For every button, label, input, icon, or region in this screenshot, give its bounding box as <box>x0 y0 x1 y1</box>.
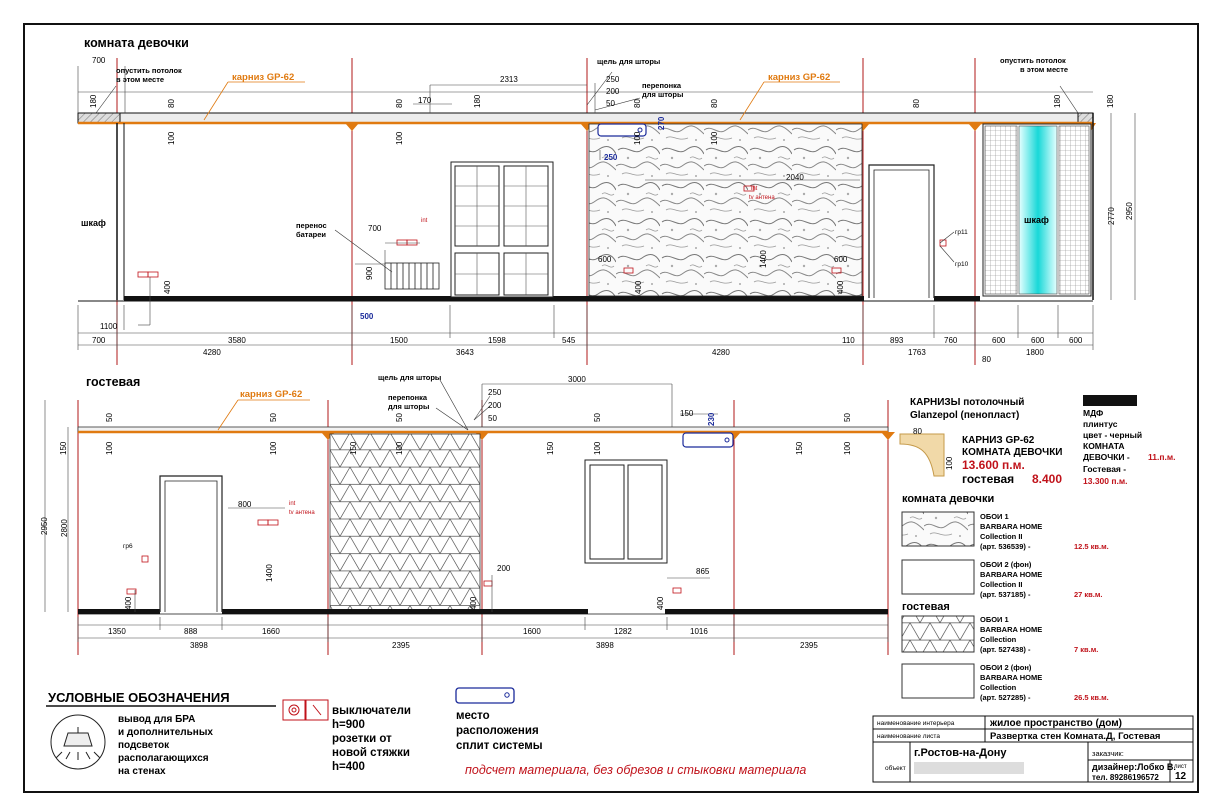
wp2-qty: 27 кв.м. <box>1074 590 1103 599</box>
v2-2950: 2950 <box>40 517 49 535</box>
room1-lowered-ceiling-right <box>1078 113 1093 123</box>
v-100b: 100 <box>395 131 404 145</box>
room2-skirting <box>78 609 888 614</box>
room2-note-leaders <box>436 380 468 430</box>
legend-item2-5: h=400 <box>332 761 365 773</box>
v-400c: 400 <box>836 280 845 294</box>
tb-address-blurred <box>914 762 1024 774</box>
v-80b: 80 <box>395 99 404 108</box>
v2-150a: 150 <box>59 441 68 455</box>
dim-2040: 2040 <box>786 173 804 182</box>
v2-400c: 400 <box>656 596 665 610</box>
legend-item3-1: место <box>456 710 490 722</box>
wp1-line-3: Collection II <box>980 532 1023 541</box>
dim-600a: 600 <box>598 255 612 264</box>
mdf-swatch <box>1083 395 1137 406</box>
legend-item1-5: на стенах <box>118 766 166 777</box>
dim2-b1282: 1282 <box>614 627 632 636</box>
dim2-b1350: 1350 <box>108 627 126 636</box>
dim2-t2395a: 2395 <box>392 641 410 650</box>
v2-100c: 100 <box>395 441 404 455</box>
v2-100d2: 100 <box>843 441 852 455</box>
dim-250: 250 <box>606 75 620 84</box>
room1-lowered-ceiling-left <box>78 113 120 123</box>
legend <box>46 688 806 777</box>
v-270: 270 <box>657 116 666 130</box>
wp3-line-2: BARBARA HOME <box>980 625 1043 634</box>
dim2-800: 800 <box>238 500 252 509</box>
v2-50c: 50 <box>395 413 404 422</box>
room2-window <box>585 460 667 563</box>
room1-wardrobe-right-label: шкаф <box>1024 215 1049 225</box>
dim-b600a: 600 <box>992 336 1006 345</box>
dim-b110: 110 <box>842 336 855 345</box>
room1-lower-ceiling-left-2: в этом месте <box>116 75 165 84</box>
dim2-b1600: 1600 <box>523 627 541 636</box>
cornice-qty-room2-label: гостевая <box>962 472 1015 486</box>
mdf-line-1: МДФ <box>1083 408 1104 418</box>
wp2-line-3: Collection II <box>980 580 1023 589</box>
dim-250b: 250 <box>604 153 618 162</box>
cornice-title-2: Glanzepol (пенопласт) <box>910 410 1020 421</box>
room1-radiator <box>385 263 439 289</box>
dim-t4280b: 4280 <box>712 348 730 357</box>
dim-t1763: 1763 <box>908 348 926 357</box>
dim2-b1660: 1660 <box>262 627 280 636</box>
dim-600b: 600 <box>834 255 848 264</box>
wp2-line-2: BARBARA HOME <box>980 570 1043 579</box>
room1-battery-2: батареи <box>296 230 327 239</box>
tb-sheet-no: 12 <box>1175 771 1187 782</box>
wallpaper-swatch-3 <box>902 616 974 652</box>
tb-label-sheet-no: лист <box>1174 764 1187 770</box>
v2-150b: 150 <box>349 441 358 455</box>
mdf-guest: Гостевая - <box>1083 464 1127 474</box>
dim-1100: 1100 <box>100 322 118 331</box>
cornice-title-1: КАРНИЗЫ потолочный <box>910 397 1025 408</box>
tb-label-customer: заказчик: <box>1092 749 1124 758</box>
tb-label-interior: наименование интерьера <box>877 720 955 727</box>
dim-t80: 80 <box>982 355 991 364</box>
wp1-line-1: ОБОИ 1 <box>980 512 1009 521</box>
legend-item1-3: подсветок <box>118 740 170 751</box>
dim2-t3898b: 3898 <box>596 641 614 650</box>
wallpaper-swatch-1 <box>902 512 974 546</box>
dim2-150: 150 <box>680 409 694 418</box>
mdf-line-3: цвет - черный <box>1083 430 1143 440</box>
v2-400b: 400 <box>469 596 478 610</box>
room1-rp11: гр11 <box>955 229 968 236</box>
dim2-200b: 200 <box>497 564 511 573</box>
wp2-line-4: (арт. 537185) - <box>980 590 1031 599</box>
room1-lower-ceiling-left-1: опустить потолок <box>116 66 182 75</box>
wallpaper-swatch-2 <box>902 560 974 594</box>
v-2950: 2950 <box>1125 202 1134 220</box>
room1-int-1: int <box>421 218 428 224</box>
room1-curtain-partition-2: для шторы <box>642 90 684 99</box>
title-block <box>873 716 1193 782</box>
room1-cornice-label-left: карниз GP-62 <box>232 72 295 83</box>
dim2-t2395b: 2395 <box>800 641 818 650</box>
room1-battery-1: перенос <box>296 221 327 230</box>
dim-b3580: 3580 <box>228 336 246 345</box>
dim2-865: 865 <box>696 567 710 576</box>
legend-item2-1: выключатели <box>332 705 411 717</box>
dim-t4280a: 4280 <box>203 348 221 357</box>
room1-curtain-partition-1: перепонка <box>642 81 682 90</box>
tb-city: г.Ростов-на-Дону <box>914 747 1007 759</box>
v-180d: 180 <box>1106 94 1115 108</box>
dim2-b1016: 1016 <box>690 627 708 636</box>
room2-int: int <box>289 501 296 507</box>
wp2-line-1: ОБОИ 2 (фон) <box>980 560 1032 569</box>
mdf-line-2: плинтус <box>1083 419 1118 429</box>
v2-50d: 50 <box>593 413 602 422</box>
wallpaper-swatch-4 <box>902 664 974 698</box>
tb-phone: тел. 89286196572 <box>1092 773 1159 782</box>
v-900: 900 <box>365 266 374 280</box>
v-400b: 400 <box>634 280 643 294</box>
room2-tv: tv антена <box>289 510 315 516</box>
wp1-qty: 12.5 кв.м. <box>1074 542 1109 551</box>
cornice-name: КАРНИЗ GP-62 <box>962 435 1035 446</box>
wallpaper-panel <box>902 493 1109 702</box>
room2-door <box>160 476 222 612</box>
dim2-3000: 3000 <box>568 375 586 384</box>
dim-200: 200 <box>606 87 620 96</box>
v-80d: 80 <box>710 99 719 108</box>
room1-door <box>869 165 934 298</box>
room2-curtain-gap: щель для шторы <box>378 373 442 382</box>
socket-switch-icon <box>283 700 328 720</box>
legend-item1-2: и дополнительных <box>118 727 213 738</box>
v-400a: 400 <box>163 280 172 294</box>
dim-500: 500 <box>360 312 374 321</box>
dim-b760: 760 <box>944 336 958 345</box>
wp3-qty: 7 кв.м. <box>1074 645 1099 654</box>
wallpaper-room1-title: комната девочки <box>902 493 995 505</box>
v-100d: 100 <box>710 131 719 145</box>
room1-curtain-gap: щель для шторы <box>597 57 661 66</box>
wp3-line-1: ОБОИ 1 <box>980 615 1009 624</box>
dim-700b: 700 <box>368 224 382 233</box>
v2-100d: 100 <box>593 441 602 455</box>
room2-wallpaper-1 <box>330 434 480 612</box>
mdf-line-4: КОМНАТА <box>1083 441 1125 451</box>
mdf-qty-1: 11.п.м. <box>1148 452 1176 462</box>
tb-label-object: объект <box>885 765 906 772</box>
cornice-panel <box>900 397 1063 486</box>
legend-item2-3: розетки от <box>332 733 392 745</box>
legend-item3-2: расположения <box>456 725 539 737</box>
v-180c: 180 <box>1053 94 1062 108</box>
v-100c: 100 <box>633 131 642 145</box>
mdf-qty-2: 13.300 п.м. <box>1083 476 1128 486</box>
room1-title: комната девочки <box>84 36 189 50</box>
v2-400a: 400 <box>124 596 133 610</box>
cornice-dim-80: 80 <box>913 427 922 436</box>
v2-100b: 100 <box>269 441 278 455</box>
v2-1400: 1400 <box>265 564 274 582</box>
dim-t3643: 3643 <box>456 348 474 357</box>
split-ac-icon <box>456 688 514 703</box>
v2-230: 230 <box>707 412 716 426</box>
v-180b: 180 <box>473 94 482 108</box>
room1-lower-ceiling-right-1: опустить потолок <box>1000 56 1066 65</box>
room2-curtain-partition-1: перепонка <box>388 393 428 402</box>
mdf-panel <box>1083 395 1176 486</box>
dim2-b888: 888 <box>184 627 198 636</box>
v2-50e: 50 <box>843 413 852 422</box>
room1-int-2: int <box>751 186 758 192</box>
wp4-line-4: (арт. 527285) - <box>980 693 1031 702</box>
cornice-dim-100: 100 <box>945 456 954 470</box>
dim-b600c: 600 <box>1069 336 1083 345</box>
dim2-200: 200 <box>488 401 502 410</box>
room1-wardrobe-right <box>983 124 1091 296</box>
dim-700-top: 700 <box>92 56 106 65</box>
wp3-line-3: Collection <box>980 635 1017 644</box>
tb-interior: жилое пространство (дом) <box>990 718 1122 729</box>
wp4-qty: 26.5 кв.м. <box>1074 693 1109 702</box>
tb-sheet: Развертка стен Комната.Д, Гостевая <box>990 731 1161 742</box>
v2-50a: 50 <box>105 413 114 422</box>
dim-b700: 700 <box>92 336 106 345</box>
legend-item2-2: h=900 <box>332 719 365 731</box>
room2-split-ac <box>683 433 733 447</box>
dim-t1800: 1800 <box>1026 348 1044 357</box>
dim-b1598: 1598 <box>488 336 506 345</box>
tb-label-sheet: наименование листа <box>877 733 940 740</box>
tb-designer: дизайнер:Лобко В. <box>1092 762 1176 772</box>
v-1400: 1400 <box>759 250 768 268</box>
legend-title: УСЛОВНЫЕ ОБОЗНАЧЕНИЯ <box>48 690 230 705</box>
room1-cornice-label-right: карниз GP-62 <box>768 72 831 83</box>
wp1-line-4: (арт. 536539) - <box>980 542 1031 551</box>
v2-2800: 2800 <box>60 519 69 537</box>
legend-item3-3: сплит системы <box>456 740 543 752</box>
cornice-qty-room2: 8.400 <box>1032 472 1063 486</box>
cornice-qty-room1: 13.600 п.м. <box>962 458 1025 472</box>
dim-2313: 2313 <box>500 75 518 84</box>
room1-lower-ceiling-right-2: в этом месте <box>1020 65 1069 74</box>
dim2-50: 50 <box>488 414 497 423</box>
room1-tv: tv антена <box>749 195 775 201</box>
room1-wardrobe-left: шкаф <box>81 218 106 228</box>
v2-50b: 50 <box>269 413 278 422</box>
v2-100a: 100 <box>105 441 114 455</box>
wp4-line-1: ОБОИ 2 (фон) <box>980 663 1032 672</box>
room2-cornice-label: карниз GP-62 <box>240 389 303 400</box>
mdf-line-5: ДЕВОЧКИ - <box>1083 452 1130 462</box>
cornice-subtitle: КОМНАТА ДЕВОЧКИ <box>962 447 1063 458</box>
wp4-line-3: Collection <box>980 683 1017 692</box>
dim2-250: 250 <box>488 388 502 397</box>
cornice-profile-shape <box>900 434 944 476</box>
dim-b600b: 600 <box>1031 336 1045 345</box>
v-2770: 2770 <box>1107 207 1116 225</box>
dim-b893: 893 <box>890 336 904 345</box>
room2-cornice-leaders <box>218 400 310 430</box>
wp1-line-2: BARBARA HOME <box>980 522 1043 531</box>
room1-window <box>451 162 553 297</box>
wp3-line-4: (арт. 527438) - <box>980 645 1031 654</box>
room1-ceiling <box>78 113 1093 123</box>
dim2-t3898a: 3898 <box>190 641 208 650</box>
legend-item1-1: вывод для БРА <box>118 714 196 725</box>
room2-rp6: гр6 <box>123 543 133 550</box>
room2-curtain-partition-2: для шторы <box>388 402 430 411</box>
v2-150d: 150 <box>795 441 804 455</box>
legend-item2-4: новой стяжки <box>332 747 410 759</box>
dim-b1500: 1500 <box>390 336 408 345</box>
room1-wallpaper-1 <box>589 124 862 296</box>
legend-item1-4: располагающихся <box>118 753 209 764</box>
v-80e: 80 <box>912 99 921 108</box>
room1-rp10: гр10 <box>955 261 969 268</box>
wp4-line-2: BARBARA HOME <box>980 673 1043 682</box>
v-80c: 80 <box>633 99 642 108</box>
dim-50: 50 <box>606 99 615 108</box>
sconce-icon <box>51 715 105 769</box>
v-100a: 100 <box>167 131 176 145</box>
wallpaper-room2-title: гостевая <box>902 601 950 613</box>
v2-150c: 150 <box>546 441 555 455</box>
legend-note: подсчет материала, без обрезов и стыковки материала <box>465 763 807 777</box>
dim-170: 170 <box>418 96 432 105</box>
v-80a: 80 <box>167 99 176 108</box>
dim-b545: 545 <box>562 336 576 345</box>
v-180a: 180 <box>89 94 98 108</box>
room2-title: гостевая <box>86 375 141 389</box>
